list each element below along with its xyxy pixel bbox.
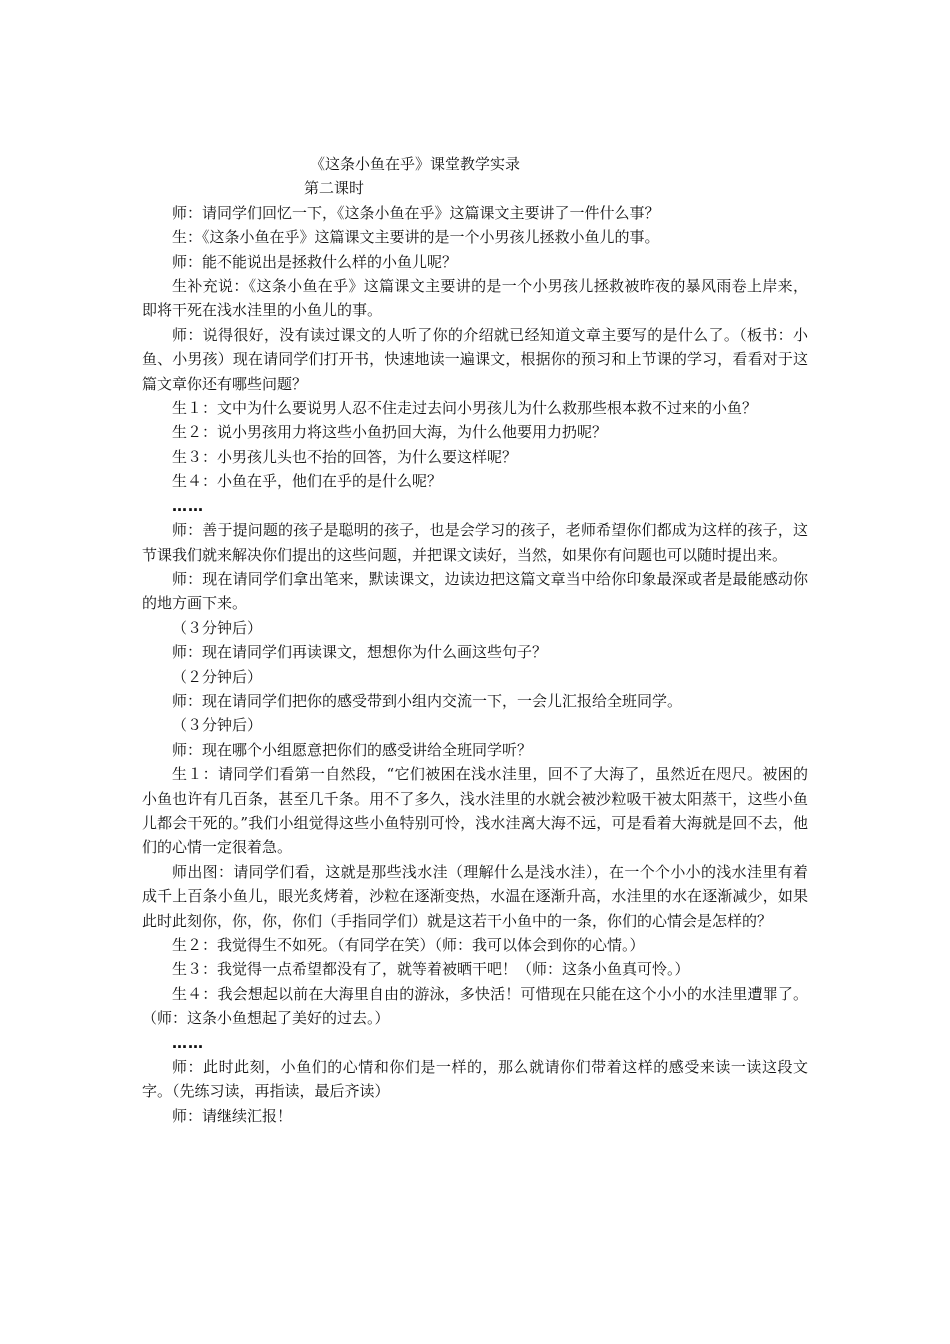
paragraph: 师出图：请同学们看，这就是那些浅水洼（理解什么是浅水洼），在一个个小小的浅水洼里有着成千上百条小鱼儿，眼光炙烤着，沙粒在逐渐变热，水温在逐渐升高，水洼里的水在逐渐减少，如果此时此刻你，你，你，你们（手指同学们）就是这若干小鱼中的一条，你们的心情会是怎样的？ xyxy=(142,862,808,930)
paragraph: 生２：我觉得生不如死。（有同学在笑）（师：我可以体会到你的心情。） xyxy=(172,936,645,954)
paragraph: 师：现在请同学们把你的感受带到小组内交流一下，一会儿汇报给全班同学。 xyxy=(172,691,683,710)
paragraph: 生２：说小男孩用力将这些小鱼扔回大海，为什么他要用力扔呢？ xyxy=(172,423,608,442)
paragraph: 生１：文中为什么要说男人忍不住走过去问小男孩儿为什么救那些根本救不过来的小鱼？ xyxy=(172,399,758,418)
paragraph: 生３：小男孩儿头也不抬的回答，为什么要这样呢？ xyxy=(172,447,518,466)
paragraph: 师：现在请同学们再读课文，想想你为什么画这些句子？ xyxy=(172,643,548,662)
document-page xyxy=(142,152,808,1128)
paragraph: 师：能不能说出是拯救什么样的小鱼儿呢？ xyxy=(172,252,458,271)
paragraph: 生４：我会想起以前在大海里自由的游泳，多快活！可惜现在只能在这个小小的水洼里遭罪了。（师：这条小鱼想起了美好的过去。） xyxy=(142,984,808,1028)
paragraph: 生补充说：《这条小鱼在乎》这篇课文主要讲的是一个小男孩儿拯救被昨夜的暴风雨卷上岸来，即将干死在浅水洼里的小鱼儿的事。 xyxy=(142,277,808,320)
paragraph: 生４：小鱼在乎，他们在乎的是什么呢？ xyxy=(172,472,443,491)
time-note: （２分钟后） xyxy=(172,667,263,686)
paragraph: 生３：我觉得一点希望都没有了，就等着被晒干吧！（师：这条小鱼真可怜。） xyxy=(172,960,690,979)
document-subtitle: 第二课时 xyxy=(304,179,365,198)
paragraph: 师：现在请同学们拿出笔来，默读课文，边读边把这篇文章当中给你印象最深或者是最能感动你的地方画下来。 xyxy=(142,569,808,613)
paragraph: 师：请继续汇报！ xyxy=(172,1106,293,1125)
document-title: 《这条小鱼在乎》课堂教学实录 xyxy=(310,155,521,173)
ellipsis: …… xyxy=(172,496,204,515)
paragraph: 师：现在哪个小组愿意把你们的感受讲给全班同学听？ xyxy=(172,740,533,759)
paragraph: 师：此时此刻，小鱼们的心情和你们是一样的，那么就请你们带着这样的感受来读一读这段文字。（先练习读，再指读，最后齐读） xyxy=(142,1058,808,1101)
time-note: （３分钟后） xyxy=(172,716,263,735)
paragraph: 师：说得很好，没有读过课文的人听了你的介绍就已经知道文章主要写的是什么了。（板书：小鱼、小男孩）现在请同学们打开书，快速地读一遍课文，根据你的预习和上节课的学习，看看对于这篇文章你还有哪些问题？ xyxy=(142,325,808,393)
ellipsis: …… xyxy=(172,1033,204,1052)
time-note: （３分钟后） xyxy=(172,618,263,637)
paragraph: 师：善于提问题的孩子是聪明的孩子，也是会学习的孩子，老师希望你们都成为这样的孩子，这节课我们就来解决你们提出的这些问题，并把课文读好，当然，如果你有问题也可以随时提出来。 xyxy=(142,521,808,564)
paragraph: 生１：请同学们看第一自然段，“它们被困在浅水洼里，回不了大海了，虽然近在咫尺。被困的小鱼也许有几百条，甚至几千条。用不了多久，浅水洼里的水就会被沙粒吸干被太阳蒸干，这些小鱼儿都会干死的。”我们小组觉得这些小鱼特别可怜，浅水洼离大海不远，可是看着大海就是回不去，他们的心情一定很着急。 xyxy=(142,765,808,857)
paragraph: 生：《这条小鱼在乎》这篇课文主要讲的是一个小男孩儿拯救小鱼儿的事。 xyxy=(172,228,660,247)
paragraph: 师：请同学们回忆一下，《这条小鱼在乎》这篇课文主要讲了一件什么事？ xyxy=(172,203,660,222)
